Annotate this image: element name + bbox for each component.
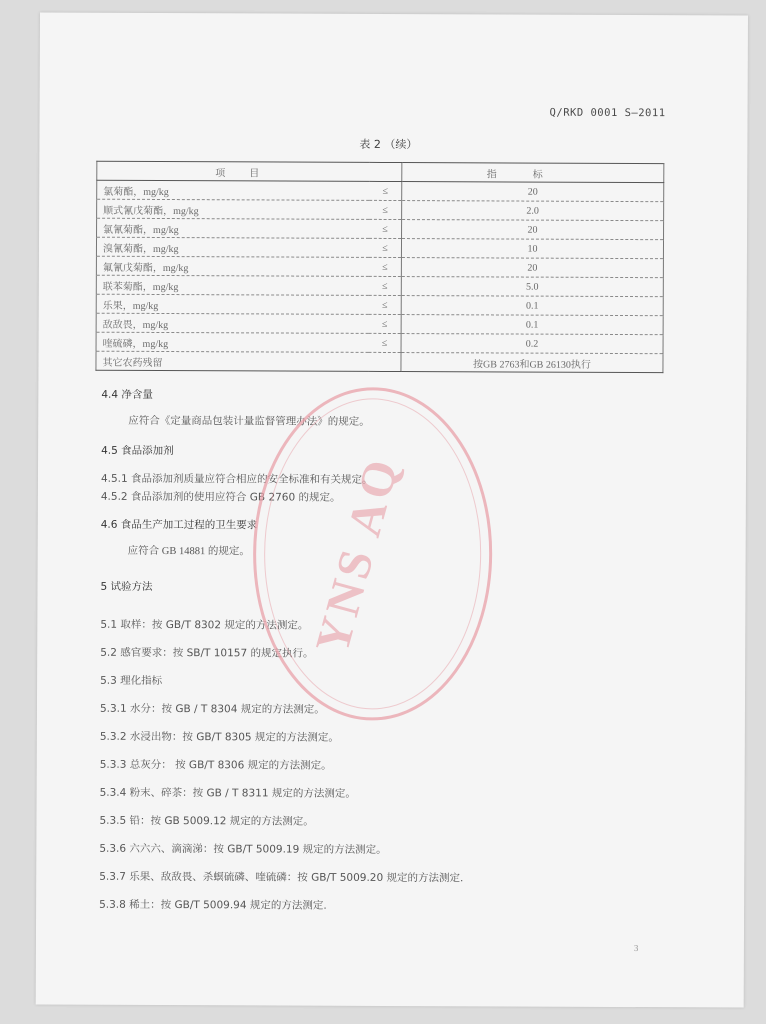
official-seal-stamp <box>242 373 504 734</box>
section-5-3-8: 5.3.8 稀土：按 GB/T 5009.94 规定的方法测定. <box>99 898 327 912</box>
table-row <box>96 237 663 258</box>
row-operator: ≤ <box>369 295 402 314</box>
table-row <box>96 313 663 334</box>
row-name: 乐果，mg/kg <box>96 294 369 314</box>
row-operator: ≤ <box>369 333 402 352</box>
table-row <box>96 332 663 353</box>
section-4-6-title: 4.6 食品生产加工过程的卫生要求 <box>100 518 258 532</box>
row-name: 氯氰菊酯，mg/kg <box>97 218 370 238</box>
table-row <box>97 218 664 239</box>
row-name: 氯菊酯，mg/kg <box>97 180 370 200</box>
table-row <box>97 199 664 220</box>
section-5-3: 5.3 理化指标 <box>100 674 163 687</box>
section-5-3-1: 5.3.1 水分：按 GB / T 8304 规定的方法测定。 <box>99 702 325 716</box>
document-page <box>36 12 748 1007</box>
row-name: 其它农药残留 <box>96 351 369 371</box>
row-operator: ≤ <box>369 314 402 333</box>
header-indicator: 指标 <box>402 163 664 183</box>
row-value: 20 <box>402 182 664 202</box>
row-operator <box>368 352 401 371</box>
section-5-3-5: 5.3.5 铅：按 GB 5009.12 规定的方法测定。 <box>99 814 314 828</box>
row-value: 0.1 <box>401 315 663 335</box>
table-row <box>96 294 663 315</box>
stamp-text: YNS AQ <box>305 450 410 659</box>
row-name: 喹硫磷，mg/kg <box>96 332 369 352</box>
table-row <box>96 256 663 277</box>
table-row <box>96 275 663 296</box>
standard-code: Q/RKD 0001 S—2011 <box>549 106 666 120</box>
row-name: 敌敌畏，mg/kg <box>96 313 369 333</box>
section-5-3-6: 5.3.6 六六六、滴滴涕：按 GB/T 5009.19 规定的方法测定。 <box>99 842 387 856</box>
row-operator: ≤ <box>369 257 402 276</box>
spec-table <box>95 161 664 373</box>
section-5-3-2: 5.3.2 水浸出物：按 GB/T 8305 规定的方法测定。 <box>99 730 339 744</box>
section-4-4-title: 4.4 净含量 <box>101 388 153 401</box>
row-name: 溴氰菊酯，mg/kg <box>96 237 369 257</box>
row-value: 20 <box>402 220 664 240</box>
section-5-3-7: 5.3.7 乐果、敌敌畏、杀螟硫磷、喹硫磷：按 GB/T 5009.20 规定的方法测定. <box>99 870 464 885</box>
table-body <box>96 180 664 372</box>
row-value: 2.0 <box>402 201 664 221</box>
row-operator: ≤ <box>369 276 402 295</box>
section-4-6-text: 应符合 GB 14881 的规定。 <box>127 545 250 558</box>
row-name: 氟氰戊菊酯，mg/kg <box>96 256 369 276</box>
table-header-row <box>97 161 664 182</box>
row-operator: ≤ <box>369 200 402 219</box>
table-row <box>97 180 664 201</box>
table-row <box>96 351 663 372</box>
header-item: 项目 <box>97 161 402 181</box>
section-5-title: 5 试验方法 <box>100 580 153 593</box>
row-value: 0.1 <box>401 296 663 316</box>
row-value: 10 <box>401 239 663 259</box>
table-caption: 表 2 （续） <box>359 137 418 152</box>
section-4-4-text: 应符合《定量商品包装计量监督管理办法》的规定。 <box>128 415 370 428</box>
row-name: 联苯菊酯，mg/kg <box>96 275 369 295</box>
section-5-2: 5.2 感官要求：按 SB/T 10157 的规定执行。 <box>100 646 314 660</box>
row-value: 20 <box>401 258 663 278</box>
row-value: 按GB 2763和GB 26130执行 <box>401 353 663 373</box>
row-operator: ≤ <box>369 238 402 257</box>
row-operator: ≤ <box>369 181 402 200</box>
section-4-5-title: 4.5 食品添加剂 <box>101 444 174 458</box>
row-value: 5.0 <box>401 277 663 297</box>
section-5-3-3: 5.3.3 总灰分： 按 GB/T 8306 规定的方法测定。 <box>99 758 332 772</box>
row-name: 顺式氰戊菊酯，mg/kg <box>97 199 370 219</box>
section-4-5-2: 4.5.2 食品添加剂的使用应符合 GB 2760 的规定。 <box>100 490 341 504</box>
page-number: 3 <box>633 943 639 954</box>
section-5-1: 5.1 取样：按 GB/T 8302 规定的方法测定。 <box>100 618 309 632</box>
section-4-5-1: 4.5.1 食品添加剂质量应符合相应的安全标准和有关规定。 <box>100 472 373 486</box>
row-operator: ≤ <box>369 219 402 238</box>
section-5-3-4: 5.3.4 粉末、碎茶：按 GB / T 8311 规定的方法测定。 <box>99 786 356 800</box>
row-value: 0.2 <box>401 334 663 354</box>
